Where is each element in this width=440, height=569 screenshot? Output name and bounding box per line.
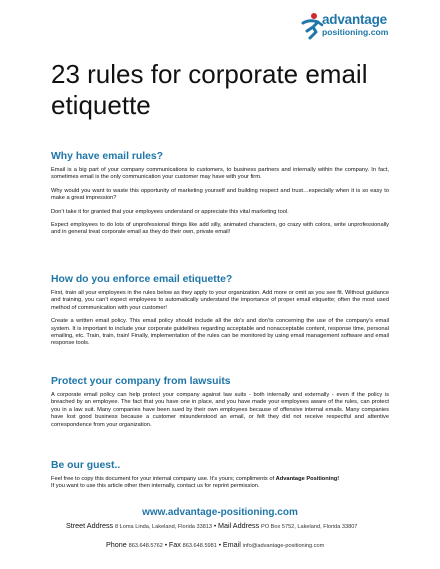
paragraph: A corporate email policy can help protect your company against law suits - both internally and externally - even if the policy is breached by an employee. The fact that you have one in place, and you have made your employees aware of the rules, can protect you in a law suit. Many companies have been sued by their own employees because of offensive internal emails. Many companies have lost good business because a customer misunderstood an email, or felt they did not receive respectful and attentive correspondence from your organization. xyxy=(51,392,389,428)
website-link[interactable]: www.advantage-positioning.com xyxy=(142,507,298,518)
section-be-our-guest xyxy=(51,460,389,497)
running-figure-icon xyxy=(300,12,324,40)
phone-value: 863.648.5762 xyxy=(128,543,163,549)
paragraph: Why would you want to waste this opportunity of marketing yourself and building respect and trust…especially when it is so easy to make a great impression? xyxy=(51,187,389,202)
paragraph: Email is a big part of your company communications to customers, to business partners and internally within the company. In fact, sometimes email is the only communication your customer may have with your firm. xyxy=(51,167,389,181)
email-value[interactable]: info@advantage-positioning.com xyxy=(242,543,325,549)
street-label: Street Address xyxy=(66,521,114,530)
paragraph: Create a written email policy. This email policy should include all the do’s and don’ts concerning the use of the company’s email system. It is important to include your corporate guidelines regarding acceptable and nonacceptable content, response time, personal emailing, etc. Train, train, train! Finally, implementation of the rules can be monitored by using email management software and email response tools. xyxy=(51,318,389,347)
company-logo xyxy=(300,12,425,42)
street-value: 8 Loma Linda, Lakeland, Florida 33813 xyxy=(115,524,213,530)
exclamation: ! xyxy=(337,476,340,482)
email-label: Email xyxy=(222,540,241,549)
section-heading: Be our guest.. xyxy=(51,460,121,471)
fax-label: Fax xyxy=(168,540,181,549)
phone-label: Phone xyxy=(106,540,127,549)
mail-label: Mail Address xyxy=(218,521,260,530)
logo-subname: positioning.com xyxy=(322,27,389,37)
section-why-email-rules xyxy=(51,151,389,243)
paragraph-text: Feel free to copy this document for your internal company use. It’s yours; compliments of xyxy=(51,476,276,482)
logo-name: advantage xyxy=(322,12,387,27)
paragraph xyxy=(51,476,389,491)
paragraph-text: If you want to use this article other then internally, contact us for reprint permission. xyxy=(51,483,260,490)
section-protect-lawsuits xyxy=(51,376,389,435)
contact-block: Phone 863.648.5762 • Fax 863.648.5981 • Email info@advantage-positioning.com xyxy=(106,540,325,549)
address-block: Street Address 8 Loma Linda, Lakeland, Florida 33813 • Mail Address PO Box 5752, Lakeland, Florida 33807 xyxy=(66,521,358,530)
company-name: Advantage Positioning xyxy=(275,476,338,482)
paragraph: Don’t take it for granted that your employees understand or appreciate this vital marketing tool. xyxy=(51,208,289,215)
mail-value: PO Box 5752, Lakeland, Florida 33807 xyxy=(261,524,358,530)
paragraph: First, train all your employees in the rules below as they apply to your organization. Add more or omit as you see fit. Without guidance and training, you can’t expect employees to automatically understand the importance of proper email etiquette; often the most used method of communication with your customer! xyxy=(51,290,389,311)
section-heading: How do you enforce email etiquette? xyxy=(51,274,233,285)
section-enforce-etiquette xyxy=(51,274,389,354)
fax-value: 863.648.5981 xyxy=(182,543,217,549)
page-title: 23 rules for corporate email etiquette xyxy=(51,59,368,120)
section-heading: Protect your company from lawsuits xyxy=(51,376,231,387)
section-heading: Why have email rules? xyxy=(51,151,164,162)
paragraph: Expect employees to do lots of unprofessional things like add silly, animated characters, go crazy with colors, write unprofessionally and in general treat corporate email as they do their own, private email! xyxy=(51,222,389,236)
